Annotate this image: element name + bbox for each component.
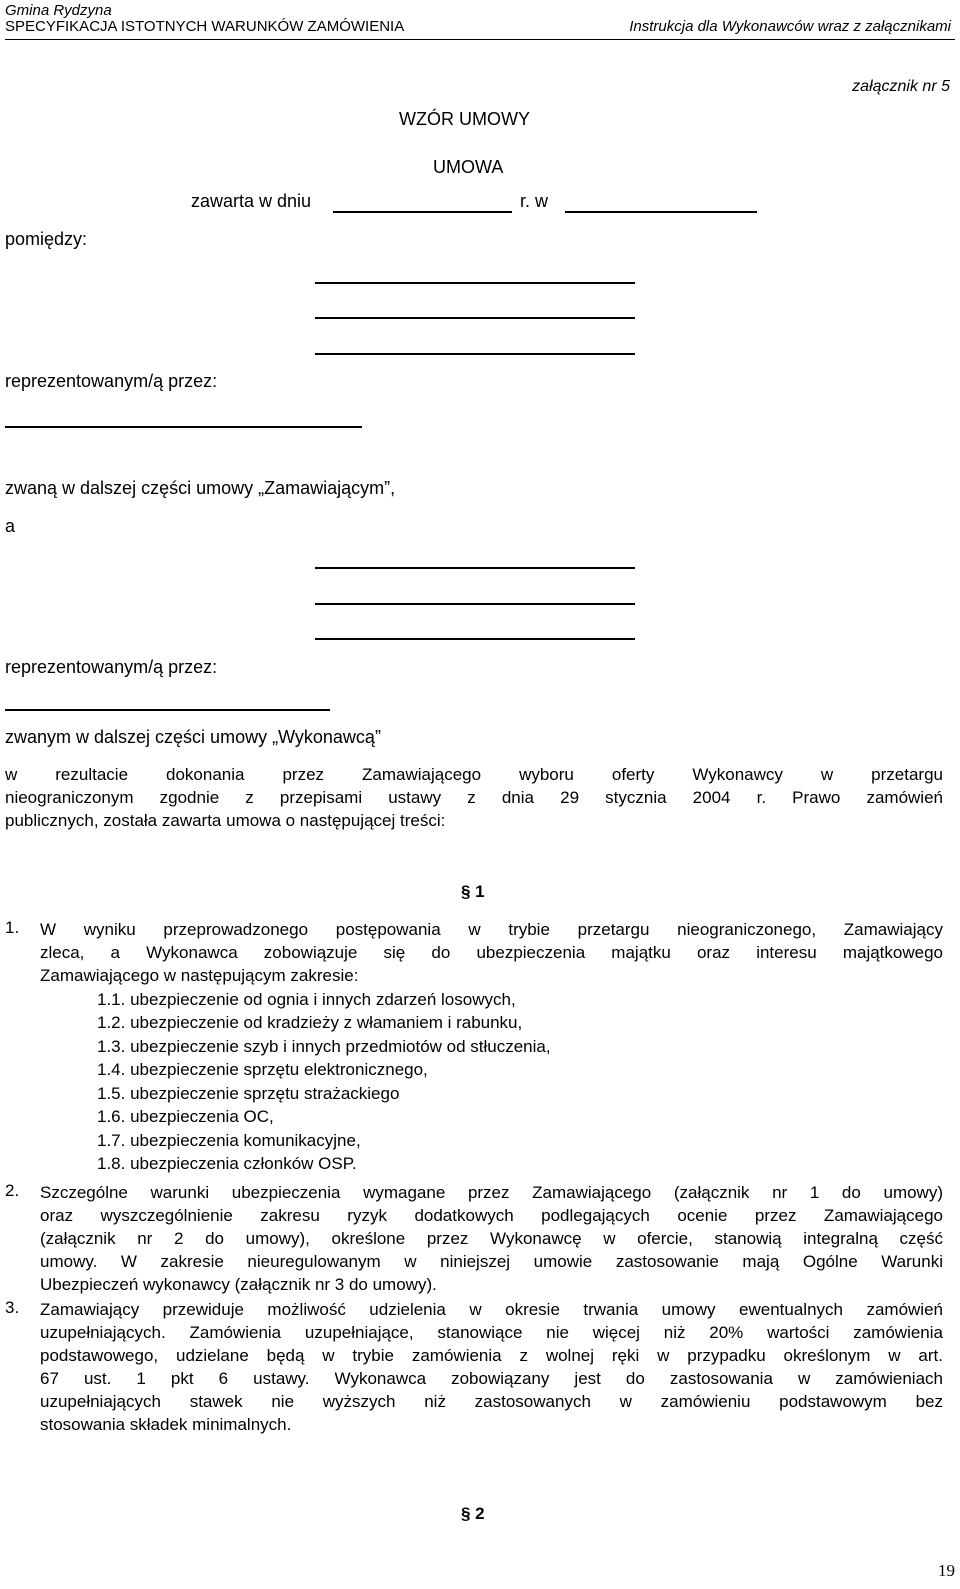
section-1-heading: § 1 (461, 882, 485, 901)
subitem-text: ubezpieczenia członków OSP. (130, 1154, 357, 1173)
intro-line: w rezultacie dokonania przez Zamawiającego wyboru oferty Wykonawcy w przetargu (5, 765, 943, 784)
subitem-number: 1.8. (97, 1154, 126, 1173)
representative-blank-2 (5, 709, 330, 711)
represented-by-label-1: reprezentowanym/ą przez: (5, 371, 218, 391)
page-number: 19 (938, 1561, 955, 1580)
subitem-number: 1.2. (97, 1013, 126, 1032)
subitem-number: 1.6. (97, 1107, 126, 1126)
point-2-line: oraz wyszczególnienie zakresu ryzyk dodatkowych podlegających ocenie przez Zamawiającego (40, 1206, 943, 1225)
point-3-line: stosowania składek minimalnych. (40, 1415, 292, 1434)
subitem (97, 1154, 357, 1174)
point-3-number: 3. (5, 1298, 20, 1317)
called-contractor: zwanym w dalszej części umowy „Wykonawcą” (5, 727, 381, 747)
point-2-line: Ubezpieczeń wykonawcy (załącznik nr 3 do umowy). (40, 1275, 437, 1294)
contractor-blank-3 (315, 638, 635, 640)
point-3-text (40, 1298, 943, 1436)
year-in-label: r. w (520, 191, 549, 211)
title-umowa: UMOWA (433, 157, 504, 177)
date-blank-line (333, 211, 512, 213)
point-1-line: Zamawiającego w następującym zakresie: (40, 966, 359, 985)
place-blank-line (565, 211, 757, 213)
subitem (97, 1131, 361, 1151)
point-2-line: umowy. W zakresie nieuregulowanym w niniejszej umowie zastosowanie mają Ogólne Warunki (40, 1252, 943, 1271)
contractor-blank-2 (315, 603, 635, 605)
ordering-party-blank-1 (315, 282, 635, 284)
header-doc-title: SPECYFIKACJA ISTOTNYCH WARUNKÓW ZAMÓWIENIA (5, 18, 405, 35)
ordering-party-blank-3 (315, 353, 635, 355)
intro-line: nieograniczonym zgodnie z przepisami ustawy z dnia 29 stycznia 2004 r. Prawo zamówień (5, 788, 943, 807)
title-wzor-umowy: WZÓR UMOWY (399, 109, 530, 129)
called-ordering-party: zwaną w dalszej części umowy „Zamawiającym”, (5, 478, 396, 498)
between-label: pomiędzy: (5, 229, 88, 249)
subitem-text: ubezpieczenie sprzętu elektronicznego, (130, 1060, 428, 1079)
subitem-text: ubezpieczenie od ognia i innych zdarzeń losowych, (130, 990, 516, 1009)
point-3-line: uzupełniających stawek nie wyższych niż zastosowanych w zamówieniu podstawowym bez (40, 1392, 943, 1411)
point-1-line: zleca, a Wykonawca zobowiązuje się do ubezpieczenia majątku oraz interesu majątkowego (40, 943, 943, 962)
point-3-line: uzupełniających. Zamówienia uzupełniające, stanowiące nie więcej niż 20% wartości zamówienia (40, 1323, 943, 1342)
subitem-number: 1.5. (97, 1084, 126, 1103)
concluded-on-label: zawarta w dniu (191, 191, 312, 211)
subitem-text: ubezpieczenia komunikacyjne, (130, 1131, 361, 1150)
subitem (97, 1013, 522, 1033)
point-2-line: (załącznik nr 2 do umowy), określone przez Wykonawcę w ofercie, stanowią integralną część (40, 1229, 943, 1248)
contractor-blank-1 (315, 567, 635, 569)
point-1-text (40, 918, 943, 987)
subitem (97, 990, 516, 1010)
subitem-text: ubezpieczenie szyb i innych przedmiotów od stłuczenia, (130, 1037, 551, 1056)
attachment-label: załącznik nr 5 (852, 78, 950, 95)
point-3-line: 67 ust. 1 pkt 6 ustawy. Wykonawca zobowiązany jest do zastosowania w zamówieniach (40, 1369, 943, 1388)
point-3-line: podstawowego, udzielane będą w trybie zamówienia z wolnej ręki w przypadku określonym w art. (40, 1346, 943, 1365)
representative-blank-1 (5, 426, 362, 428)
subitem-text: ubezpieczenia OC, (130, 1107, 274, 1126)
subitem-number: 1.1. (97, 990, 126, 1009)
point-3-line: Zamawiający przewiduje możliwość udzielenia w okresie trwania umowy ewentualnych zamówień (40, 1300, 943, 1319)
represented-by-label-2: reprezentowanym/ą przez: (5, 657, 218, 677)
intro-paragraph (5, 763, 943, 832)
subitem-text: ubezpieczenie od kradzieży z włamaniem i rabunku, (130, 1013, 523, 1032)
subitem-number: 1.4. (97, 1060, 126, 1079)
header-rule (5, 39, 955, 40)
subitem (97, 1107, 274, 1127)
point-1-line: W wyniku przeprowadzonego postępowania w trybie przetargu nieograniczonego, Zamawiający (40, 920, 943, 939)
subitem (97, 1084, 399, 1104)
ordering-party-blank-2 (315, 317, 635, 319)
section-2-heading: § 2 (461, 1504, 485, 1523)
point-1-number: 1. (5, 918, 20, 937)
subitem (97, 1037, 551, 1057)
subitem-number: 1.7. (97, 1131, 126, 1150)
subitem-text: ubezpieczenie sprzętu strażackiego (130, 1084, 400, 1103)
point-2-line: Szczególne warunki ubezpieczenia wymagane przez Zamawiającego (załącznik nr 1 do umowy) (40, 1183, 943, 1202)
subitem-number: 1.3. (97, 1037, 126, 1056)
subitem (97, 1060, 428, 1080)
point-2-number: 2. (5, 1181, 20, 1200)
and-label: a (5, 516, 16, 536)
intro-line: publicznych, została zawarta umowa o następującej treści: (5, 811, 446, 830)
header-doc-subtitle: Instrukcja dla Wykonawców wraz z załącznikami (629, 18, 951, 35)
header-organization: Gmina Rydzyna (5, 2, 112, 19)
point-2-text (40, 1181, 943, 1296)
